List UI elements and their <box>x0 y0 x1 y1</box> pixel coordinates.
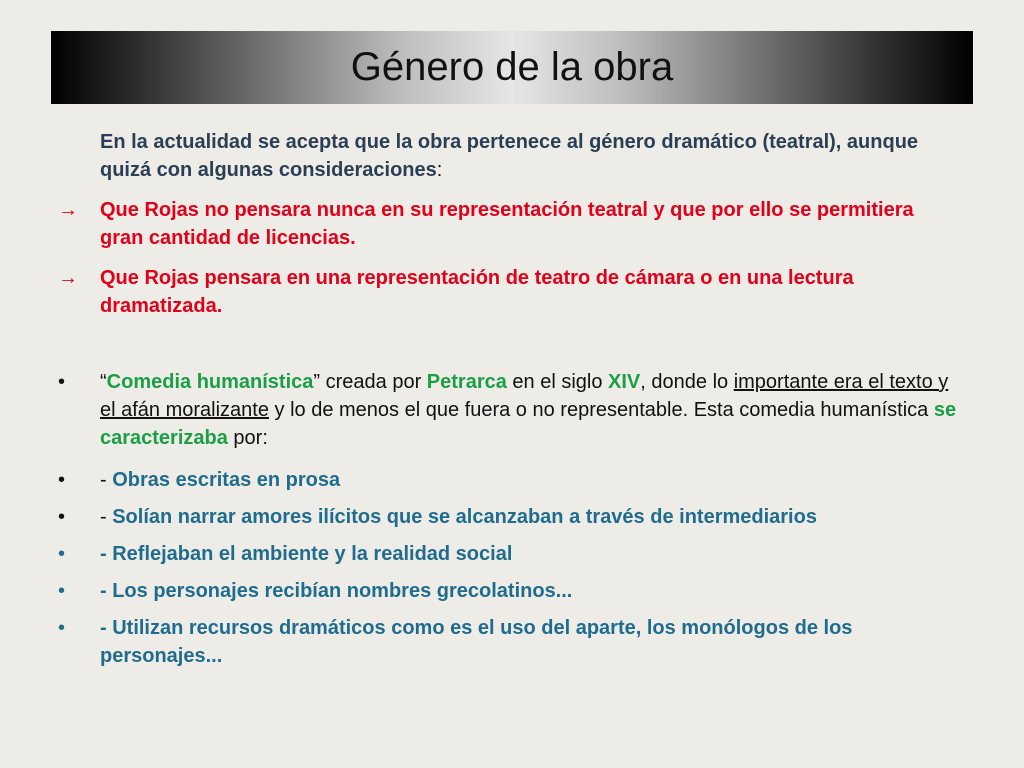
feature-item-1 <box>58 466 958 494</box>
author-name: Petrarca <box>426 371 507 393</box>
bullet-icon: • <box>58 580 66 602</box>
arrow-item-1 <box>58 196 958 252</box>
comedia-text-part: creada por <box>320 371 427 393</box>
feature-item-3 <box>58 540 958 568</box>
feature-dash: - <box>100 506 113 528</box>
feature-label: Reflejaban el ambiente y la realidad social <box>112 543 513 565</box>
feature-item-5 <box>58 614 958 670</box>
intro-colon: : <box>436 159 443 181</box>
feature-text <box>100 577 958 605</box>
comedia-text-part: por: <box>227 427 268 449</box>
bullet-icon: • <box>58 617 66 639</box>
feature-label: Solían narrar amores ilícitos que se alcanzaban a través de intermediarios <box>112 506 817 528</box>
feature-dash: - <box>100 543 113 565</box>
bullet-icon: • <box>58 506 66 528</box>
comedia-text-part: en el siglo <box>506 371 609 393</box>
comedia-term: Comedia humanística <box>106 371 314 393</box>
arrow-item-2 <box>58 264 958 320</box>
feature-label: Obras escritas en prosa <box>112 469 341 491</box>
arrow-item-text: Que Rojas pensara en una representación de teatro de cámara o en una lectura dramatizada. <box>100 267 854 317</box>
feature-dash: - <box>100 469 113 491</box>
slide-title: Género de la obra <box>350 45 674 89</box>
intro-text: En la actualidad se acepta que la obra pertenece al género dramático (teatral), aunque quizá con algunas consideraciones <box>100 131 919 181</box>
intro-paragraph <box>100 128 960 184</box>
comedia-text <box>100 368 958 452</box>
open-quote: “ <box>100 371 107 393</box>
close-quote: ” <box>313 371 321 393</box>
arrow-icon: → <box>58 267 78 289</box>
feature-label: Los personajes recibían nombres grecolatinos... <box>112 580 573 602</box>
feature-item-2 <box>58 503 958 531</box>
bullet-icon: • <box>58 469 66 491</box>
feature-text <box>100 503 958 531</box>
underlined-phrase: importante era el texto y el afán moralizante <box>100 371 949 421</box>
feature-text <box>100 466 958 494</box>
comedia-bullet <box>58 368 958 452</box>
bullet-icon: • <box>58 371 66 393</box>
comedia-text-part: , donde lo <box>640 371 734 393</box>
comedia-verb: se caracterizaba <box>100 399 957 449</box>
feature-label: Utilizan recursos dramáticos como es el uso del aparte, los monólogos de los personajes... <box>100 617 853 667</box>
title-bar <box>51 31 973 104</box>
century: XIV <box>608 371 641 393</box>
arrow-item-text: Que Rojas no pensara nunca en su representación teatral y que por ello se permitiera gran cantidad de licencias. <box>100 199 914 249</box>
comedia-text-part: y lo de menos el que fuera o no representable. Esta comedia humanística <box>268 399 934 421</box>
bullet-icon: • <box>58 543 66 565</box>
feature-text <box>100 540 958 568</box>
arrow-icon: → <box>58 199 78 221</box>
feature-item-4 <box>58 577 958 605</box>
feature-text <box>100 614 958 670</box>
feature-dash: - <box>100 617 113 639</box>
feature-dash: - <box>100 580 113 602</box>
